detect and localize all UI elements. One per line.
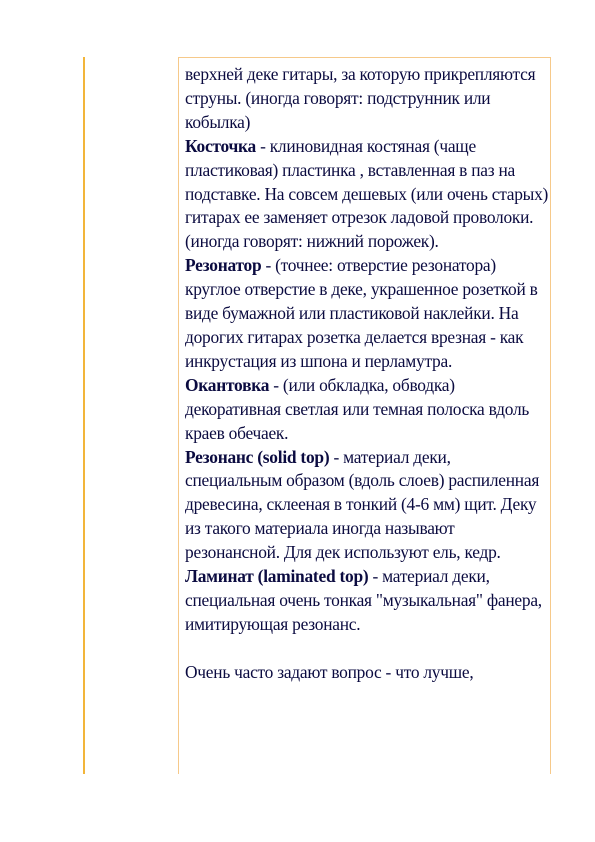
- margin-rule: [83, 57, 85, 774]
- glossary-term: Резонатор: [185, 255, 262, 276]
- paragraph-gap: [185, 637, 549, 661]
- glossary-term: Окантовка: [185, 374, 270, 395]
- glossary-entry-laminated-top: [185, 565, 549, 637]
- glossary-term: Резонанс (solid top): [185, 446, 330, 467]
- text-frame: [178, 57, 551, 774]
- glossary-entry-rezonator: [185, 254, 549, 374]
- glossary-definition: - материал деки, специальная очень тонкая "музыкальная" фанера, имитирующая резонанс.: [185, 566, 542, 634]
- glossary-entry-solid-top: [185, 446, 549, 566]
- glossary-entry-kostochka: [185, 135, 549, 255]
- glossary-term: Косточка: [185, 135, 256, 156]
- glossary-definition: - (точнее: отверстие резонатора) круглое отверстие в деке, украшенное розеткой в виде бумажной или пластиковой наклейки. На дорогих гитарах розетка делается врезная - как инкрустация из шпона и перламутра.: [185, 255, 538, 371]
- glossary-definition: - клиновидная костяная (чаще пластиковая) пластинка , вставленная в паз на подставке. На совсем дешевых (или очень старых) гитарах ее заменяет отрезок ладовой проволоки. (иногда говорят: нижний порожек).: [185, 135, 549, 252]
- closing-paragraph: Очень часто задают вопрос - что лучше,: [185, 661, 474, 682]
- glossary-term: Ламинат (laminated top): [185, 566, 369, 587]
- continuation-paragraph: верхней деке гитары, за которую прикрепляются струны. (иногда говорят: подструнник или кобылка): [185, 64, 536, 132]
- glossary-definition: - материал деки, специальным образом (вдоль слоев) распиленная древесина, склееная в тонкий (4-6 мм) щит. Деку из такого материала иногда называют резонансной. Для дек используют ель, кедр.: [185, 446, 540, 563]
- glossary-definition: - (или обкладка, обводка) декоративная светлая или темная полоска вдоль краев обечаек.: [185, 374, 530, 443]
- glossary-text: [185, 63, 549, 685]
- glossary-entry-okantovka: [185, 374, 549, 446]
